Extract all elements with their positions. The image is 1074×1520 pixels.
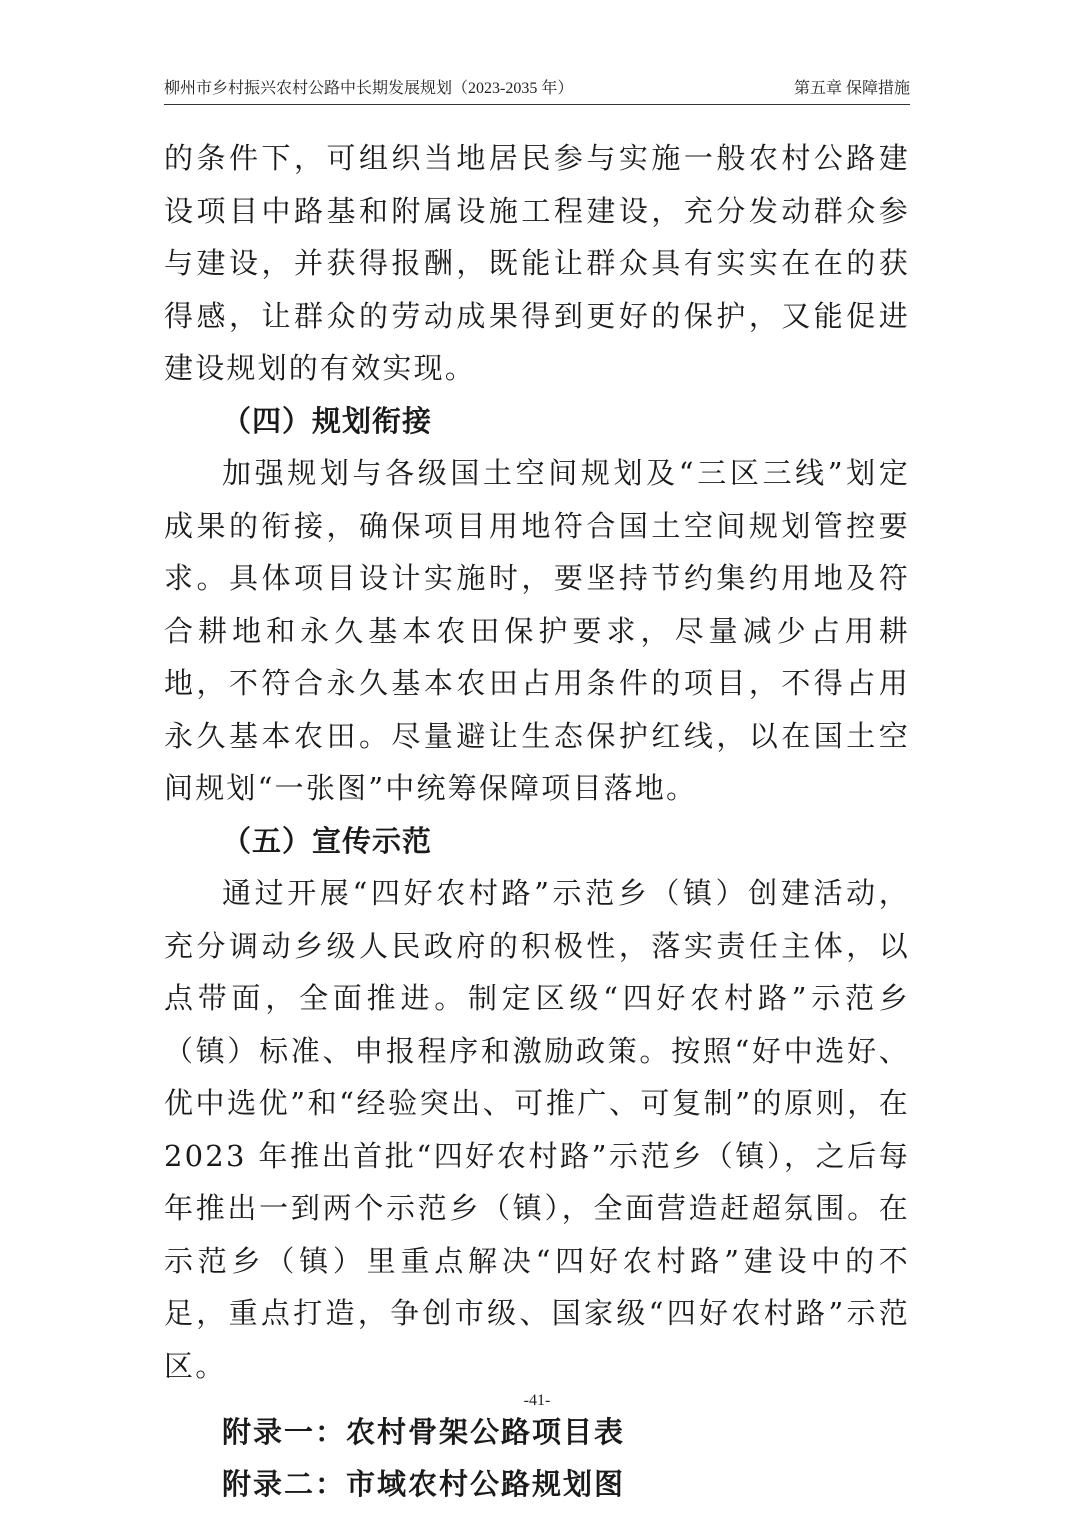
header-divider xyxy=(164,104,910,105)
document-title: 柳州市乡村振兴农村公路中长期发展规划（2023-2035 年） xyxy=(164,80,574,97)
page-header xyxy=(164,76,910,102)
appendix-item: 附录二：市域农村公路规划图 xyxy=(222,1467,626,1501)
intro-paragraph: 的条件下，可组织当地居民参与实施一般农村公路建设项目中路基和附属设施工程建设，充分发动群众参与建设，并获得报酬，既能让群众具有实实在在的获得感，让群众的劳动成果得到更好的保护，又能促进建设规划的有效实现。 xyxy=(164,141,910,385)
section-paragraph-publicity-demonstration: 通过开展“四好农村路”示范乡（镇）创建活动，充分调动乡级人民政府的积极性，落实责任主体，以点带面，全面推进。制定区级“四好农村路”示范乡（镇）标准、申报程序和激励政策。按照“好中选好、优中选优”和“经验突出、可推广、可复制”的原则，在 2023 年推出首批“四好农村路”示范乡（镇），之后每年推出一到两个示范乡（镇），全面营造赶超氛围。在示范乡（镇）里重点解决“四好农村路”建设中的不足，重点打造，争创市级、国家级“四好农村路”示范区。 xyxy=(164,876,910,1383)
appendix-item: 附录一：农村骨架公路项目表 xyxy=(222,1415,626,1449)
appendix-list xyxy=(164,1406,910,1510)
page-number: -41- xyxy=(523,1392,551,1409)
section-heading-publicity-demonstration: （五）宣传示范 xyxy=(222,823,433,858)
chapter-title: 第五章 保障措施 xyxy=(793,80,910,97)
section-heading-planning-alignment: （四）规划衔接 xyxy=(222,403,433,438)
page-body xyxy=(164,132,910,1510)
section-paragraph-planning-alignment: 加强规划与各级国土空间规划及“三区三线”划定成果的衔接，确保项目用地符合国土空间规划管控要求。具体项目设计实施时，要坚持节约集约用地及符合耕地和永久基本农田保护要求，尽量减少占用耕地，不符合永久基本农田占用条件的项目，不得占用永久基本农田。尽量避让生态保护红线，以在国土空间规划“一张图”中统筹保障项目落地。 xyxy=(164,456,910,805)
